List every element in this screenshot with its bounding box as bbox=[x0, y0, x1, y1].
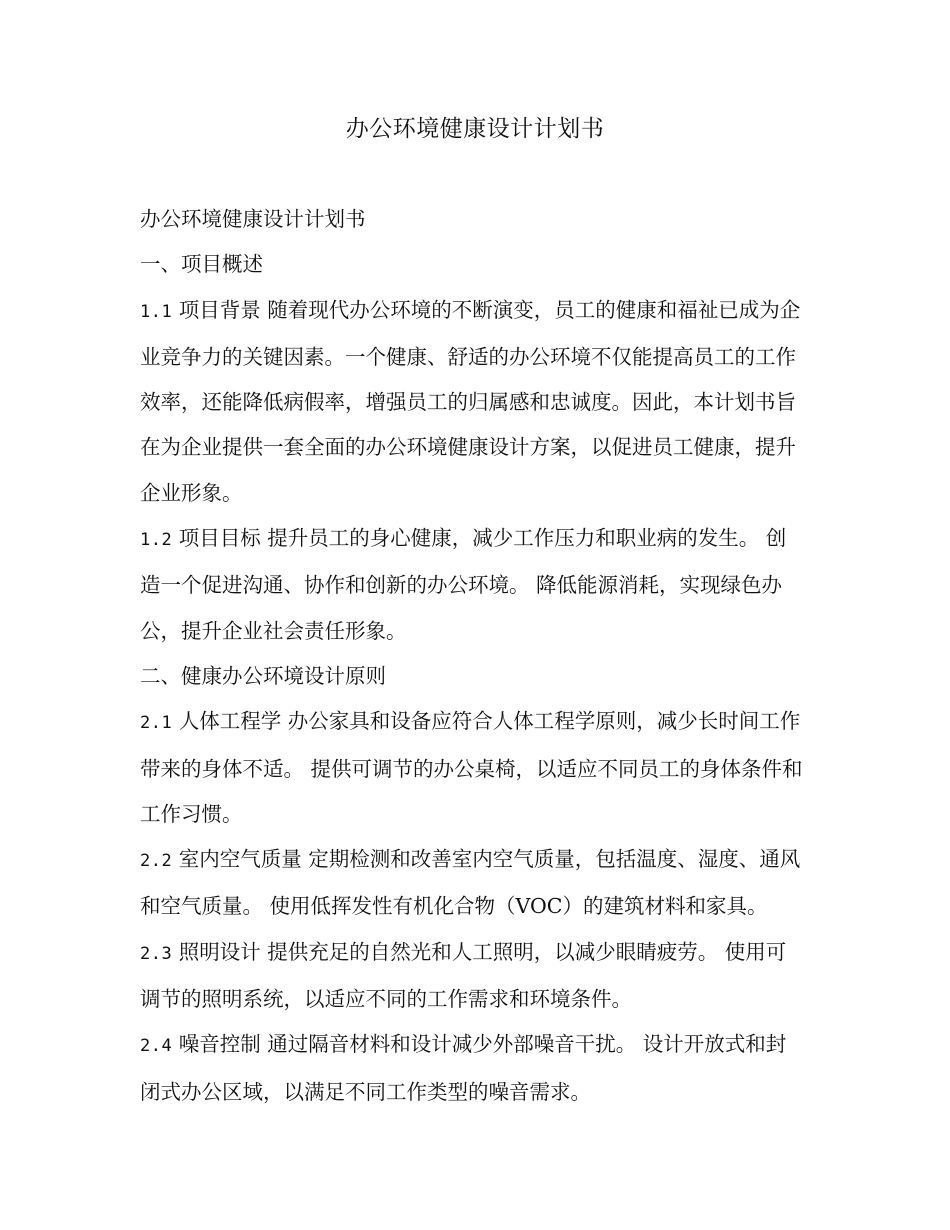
section-heading-overview bbox=[140, 242, 805, 287]
paragraph-project-background bbox=[140, 288, 805, 516]
paragraph-text: 办公环境健康设计计划书 bbox=[140, 207, 366, 231]
paragraph-text: 室内空气质量 定期检测和改善室内空气质量，包括温度、湿度、通风和空气质量。 使用低挥发性有机化合物（VOC）的建筑材料和家具。 bbox=[140, 847, 801, 919]
paragraph-lighting bbox=[140, 930, 805, 1023]
section-heading-principles bbox=[140, 654, 805, 699]
paragraph-project-goals bbox=[140, 516, 805, 654]
paragraph-air-quality bbox=[140, 837, 805, 930]
paragraph-text: 项目背景 随着现代办公环境的不断演变，员工的健康和福祉已成为企业竞争力的关键因素。一个健康、舒适的办公环境不仅能提高员工的工作效率，还能降低病假率，增强员工的归属感和忠诚度。因此，本计划书旨在为企业提供一套全面的办公环境健康设计方案，以促进员工健康，提升企业形象。 bbox=[140, 297, 801, 505]
document-subtitle bbox=[140, 197, 805, 242]
paragraph-number: 2.1 bbox=[140, 713, 173, 734]
paragraph-number: 2.4 bbox=[140, 1036, 173, 1057]
paragraph-text: 二、健康办公环境设计原则 bbox=[140, 663, 386, 688]
paragraph-text: 一、项目概述 bbox=[140, 252, 263, 277]
paragraph-number: 1.1 bbox=[140, 301, 173, 322]
paragraph-text: 项目目标 提升员工的身心健康，减少工作压力和职业病的发生。 创造一个促进沟通、协作和创新的办公环境。 降低能源消耗，实现绿色办公，提升企业社会责任形象。 bbox=[140, 526, 787, 643]
paragraph-number: 2.2 bbox=[140, 851, 173, 872]
paragraph-text: 人体工程学 办公家具和设备应符合人体工程学原则，减少长时间工作带来的身体不适。 提供可调节的办公桌椅，以适应不同员工的身体条件和工作习惯。 bbox=[140, 709, 803, 826]
document-body bbox=[140, 197, 805, 1115]
paragraph-number: 2.3 bbox=[140, 943, 173, 964]
paragraph-text: 照明设计 提供充足的自然光和人工照明，以减少眼睛疲劳。 使用可调节的照明系统，以适应不同的工作需求和环境条件。 bbox=[140, 939, 787, 1012]
document-title: 办公环境健康设计计划书 bbox=[345, 116, 605, 142]
paragraph-text: 噪音控制 通过隔音材料和设计减少外部噪音干扰。 设计开放式和封闭式办公区域，以满足不同工作类型的噪音需求。 bbox=[140, 1032, 787, 1104]
paragraph-number: 1.2 bbox=[140, 530, 173, 551]
paragraph-ergonomics bbox=[140, 699, 805, 837]
paragraph-noise-control bbox=[140, 1022, 805, 1115]
